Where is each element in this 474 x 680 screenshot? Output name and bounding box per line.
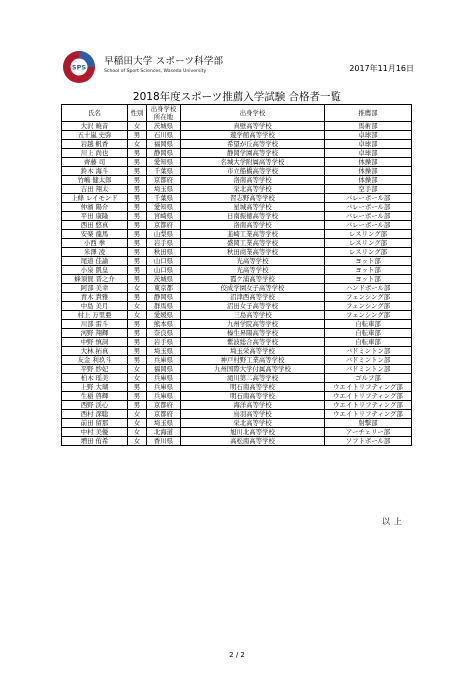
cell-name: 五十嵐 史弥 [62,131,128,140]
cell-gender: 男 [128,356,147,365]
header-school: 出身学校 [181,105,325,122]
document-date: 2017年11月16日 [349,64,414,73]
cell-location: 京都府 [147,221,181,230]
cell-club: レスリング部 [325,248,412,257]
table-row [62,257,412,266]
cell-gender: 男 [128,185,147,194]
cell-gender: 男 [128,347,147,356]
cell-gender: 男 [128,320,147,329]
header-club: 推薦部 [325,105,412,122]
cell-school: 光高等学校 [181,266,325,275]
cell-club: フェンシング部 [325,311,412,320]
table-row [62,239,412,248]
cell-name: 蜂須賀 晋之介 [62,275,128,284]
cell-club: バドミントン部 [325,356,412,365]
document-title: 2018年度スポーツ推薦入学試験 合格者一覧 [132,91,342,103]
cell-gender: 女 [128,410,147,419]
cell-club: ウエイトリフティング部 [325,410,412,419]
cell-club: バレーボール部 [325,221,412,230]
cell-club: アーチェリー部 [325,428,412,437]
table-row [62,284,412,293]
cell-name: 河野 翔輝 [62,329,128,338]
cell-school: 韮崎工業高等学校 [181,230,325,239]
cell-gender: 男 [128,203,147,212]
cell-gender: 女 [128,140,147,149]
cell-location: 宮崎県 [147,212,181,221]
cell-gender: 男 [128,194,147,203]
cell-gender: 男 [128,149,147,158]
header-gender: 性別 [128,105,147,122]
cell-gender: 女 [128,122,147,131]
cell-school: 旭川北高等学校 [181,428,325,437]
cell-club: 射撃部 [325,419,412,428]
table-row [62,311,412,320]
table-row [62,185,412,194]
organization-name-jp: 早稲田大学 スポーツ科学部 [104,56,224,67]
cell-location: 山梨県 [147,230,181,239]
cell-school: 遊学館高等学校 [181,131,325,140]
cell-club: ハンドボール部 [325,284,412,293]
cell-gender: 男 [128,131,147,140]
cell-name: 生稲 啓輝 [62,392,128,401]
cell-location: 兵庫県 [147,383,181,392]
cell-name: 友金 利玖斗 [62,356,128,365]
cell-location: 奈良県 [147,329,181,338]
cell-location: 福岡県 [147,140,181,149]
cell-school: 九州国際大学付属高等学校 [181,365,325,374]
cell-location: 茨城県 [147,122,181,131]
cell-location: 千葉県 [147,194,181,203]
cell-gender: 男 [128,158,147,167]
cell-club: フェンシング部 [325,302,412,311]
cell-location: 石川県 [147,131,181,140]
cell-location: 熊本県 [147,320,181,329]
cell-gender: 男 [128,266,147,275]
cell-location: 香川県 [147,437,181,446]
table-row [62,419,412,428]
cell-gender: 男 [128,392,147,401]
table-row [62,437,412,446]
cell-name: 吉田 翔太 [62,185,128,194]
table-row [62,356,412,365]
cell-location: 京都府 [147,176,181,185]
cell-gender: 女 [128,365,147,374]
cell-gender: 男 [128,275,147,284]
cell-club: レスリング部 [325,230,412,239]
cell-location: 埼玉県 [147,347,181,356]
cell-club: 自転車部 [325,320,412,329]
table-row [62,167,412,176]
cell-club: 体操部 [325,167,412,176]
cell-school: 栄北高等学校 [181,419,325,428]
cell-school: 習志野高等学校 [181,194,325,203]
cell-gender: 女 [128,374,147,383]
table-row [62,392,412,401]
cell-gender: 男 [128,176,147,185]
cell-name: 米澤 凌 [62,248,128,257]
cell-school: 滝川第二高等学校 [181,374,325,383]
cell-name: 増田 侑希 [62,437,128,446]
organization-name-en: School of Sport Sciences, Waseda University [104,69,207,74]
cell-location: 京都府 [147,410,181,419]
cell-name: 川上 尚也 [62,149,128,158]
cell-location: 兵庫県 [147,374,181,383]
table-row [62,131,412,140]
cell-school: 明石南高等学校 [181,383,325,392]
cell-gender: 女 [128,428,147,437]
cell-name: 上條 レイモンド [62,194,128,203]
cell-club: 体操部 [325,176,412,185]
cell-school: 紫波総合高等学校 [181,338,325,347]
cell-name: 平田 康隆 [62,212,128,221]
cell-school: 鳥羽高等学校 [181,410,325,419]
table-row [62,347,412,356]
cell-school: 市立船橋高等学校 [181,167,325,176]
cell-club: バレーボール部 [325,194,412,203]
cell-location: 兵庫県 [147,356,181,365]
cell-gender: 男 [128,257,147,266]
cell-club: フェンシング部 [325,293,412,302]
cell-school: 神戸村野工業高等学校 [181,356,325,365]
cell-club: ヨット部 [325,266,412,275]
cell-school: 盛岡工業高等学校 [181,239,325,248]
table-row [62,374,412,383]
cell-name: 大沢 暁音 [62,122,128,131]
cell-school: 霞ケ浦高等学校 [181,275,325,284]
cell-gender: 女 [128,302,147,311]
organization-name [104,53,223,74]
cell-gender: 男 [128,212,147,221]
page-number: 2 / 2 [229,651,245,659]
cell-location: 群馬県 [147,302,181,311]
cell-name: 小西 拳 [62,239,128,248]
cell-club: レスリング部 [325,239,412,248]
cell-location: 福岡県 [147,365,181,374]
cell-club: 自転車部 [325,338,412,347]
table-row [62,410,412,419]
table-row [62,266,412,275]
cell-location: 茨城県 [147,275,181,284]
table-row [62,248,412,257]
cell-name: 西田 悠真 [62,221,128,230]
table-row [62,329,412,338]
cell-name: 阿部 美幸 [62,284,128,293]
cell-club: 馬術部 [325,122,412,131]
cell-school: 洛南高等学校 [181,176,325,185]
cell-school: 真壁高等学校 [181,122,325,131]
cell-location: 静岡県 [147,293,181,302]
cell-club: ウエイトリフティング部 [325,401,412,410]
cell-name: 岩越 帆香 [62,140,128,149]
cell-club: ヨット部 [325,257,412,266]
cell-location: 愛媛県 [147,311,181,320]
cell-name: 中島 美月 [62,302,128,311]
table-row [62,302,412,311]
table-row [62,320,412,329]
table-row [62,293,412,302]
cell-name: 仲濱 陽介 [62,203,128,212]
cell-location: 愛知県 [147,203,181,212]
cell-school: 光高等学校 [181,257,325,266]
cell-name: 齊藤 司 [62,158,128,167]
table-row [62,383,412,392]
cell-school: 沼津西高等学校 [181,293,325,302]
table-row [62,203,412,212]
cell-location: 東京都 [147,284,181,293]
cell-club: バドミントン部 [325,365,412,374]
cell-name: 鈴木 海斗 [62,167,128,176]
cell-name: 安楽 龍馬 [62,230,128,239]
cell-gender: 女 [128,437,147,446]
cell-location: 埼玉県 [147,185,181,194]
cell-club: 卓球部 [325,149,412,158]
cell-club: ウエイトリフティング部 [325,383,412,392]
cell-school: 埼玉栄高等学校 [181,347,325,356]
cell-name: 西野 渓心 [62,401,128,410]
cell-club: バドミントン部 [325,347,412,356]
logo-mark-text: SPS [71,63,87,72]
table-row [62,194,412,203]
cell-club: 空手部 [325,185,412,194]
cell-school: 洛南高等学校 [181,221,325,230]
cell-gender: 男 [128,248,147,257]
cell-name: 前田 留那 [62,419,128,428]
cell-gender: 男 [128,221,147,230]
cell-club: バレーボール部 [325,212,412,221]
cell-school: 榛生昇陽高等学校 [181,329,325,338]
cell-location: 北海道 [147,428,181,437]
cell-name: 大林 拓真 [62,347,128,356]
cell-gender: 男 [128,338,147,347]
table-row [62,212,412,221]
cell-club: 卓球部 [325,140,412,149]
cell-gender: 男 [128,383,147,392]
cell-name: 村上 万里亜 [62,311,128,320]
cell-name: 中村 美優 [62,428,128,437]
cell-school: 星城高等学校 [181,203,325,212]
cell-location: 岩手県 [147,239,181,248]
cell-gender: 男 [128,167,147,176]
cell-gender: 男 [128,239,147,248]
cell-gender: 男 [128,230,147,239]
cell-school: 栄北高等学校 [181,185,325,194]
header-school-location [147,105,181,122]
cell-gender: 女 [128,284,147,293]
cell-school: 高松南高等学校 [181,437,325,446]
cell-school: 希望が丘高等学校 [181,140,325,149]
cell-school: 九州学院高等学校 [181,320,325,329]
table-row [62,176,412,185]
cell-location: 山口県 [147,266,181,275]
table-row [62,221,412,230]
cell-club: ヨット部 [325,275,412,284]
cell-club: ウエイトリフティング部 [325,392,412,401]
table-row [62,428,412,437]
table-row [62,140,412,149]
end-mark: 以上 [382,517,406,526]
header-name: 氏名 [62,105,128,122]
cell-school: 日南振徳高等学校 [181,212,325,221]
cell-school: 佼成学園女子高等学校 [181,284,325,293]
admission-list-table [61,104,412,446]
table-row [62,122,412,131]
cell-gender: 男 [128,401,147,410]
cell-club: 卓球部 [325,131,412,140]
table-row [62,401,412,410]
cell-location: 秋田県 [147,248,181,257]
cell-location: 愛知県 [147,158,181,167]
cell-location: 京都府 [147,401,181,410]
table-header-row [62,105,412,122]
table-row [62,338,412,347]
cell-location: 千葉県 [147,167,181,176]
cell-gender: 女 [128,419,147,428]
cell-club: バレーボール部 [325,203,412,212]
cell-location: 兵庫県 [147,392,181,401]
cell-gender: 男 [128,329,147,338]
header-school-location-line2: 所在地 [153,113,174,121]
cell-club: ゴルフ部 [325,374,412,383]
cell-location: 山口県 [147,257,181,266]
cell-school: 沼田女子高等学校 [181,302,325,311]
cell-name: 竹嶋 健太郎 [62,176,128,185]
cell-school: 名城大学附属高等学校 [181,158,325,167]
cell-name: 柏木 瑶美 [62,374,128,383]
cell-club: 自転車部 [325,329,412,338]
cell-name: 青木 貴雅 [62,293,128,302]
cell-location: 静岡県 [147,149,181,158]
table-row [62,158,412,167]
cell-name: 中野 慎詞 [62,338,128,347]
cell-gender: 男 [128,293,147,302]
cell-school: 海洋高等学校 [181,401,325,410]
cell-name: 西村 深聡 [62,410,128,419]
cell-school: 秋田商業高等学校 [181,248,325,257]
cell-school: 三島高等学校 [181,311,325,320]
cell-name: 平野 紗妃 [62,365,128,374]
cell-location: 岩手県 [147,338,181,347]
cell-gender: 女 [128,311,147,320]
cell-school: 静岡学園高等学校 [181,149,325,158]
university-logo [62,50,96,84]
cell-name: 尾道 佳諭 [62,257,128,266]
table-row [62,230,412,239]
cell-school: 明石南高等学校 [181,392,325,401]
table-row [62,275,412,284]
cell-name: 川部 雷斗 [62,320,128,329]
header-school-location-line1: 出身学校 [150,105,177,113]
cell-club: ソフトボール部 [325,437,412,446]
table-row [62,365,412,374]
cell-location: 埼玉県 [147,419,181,428]
cell-name: 小泉 凱皇 [62,266,128,275]
cell-name: 上野 大瑚 [62,383,128,392]
table-row [62,149,412,158]
cell-club: 体操部 [325,158,412,167]
